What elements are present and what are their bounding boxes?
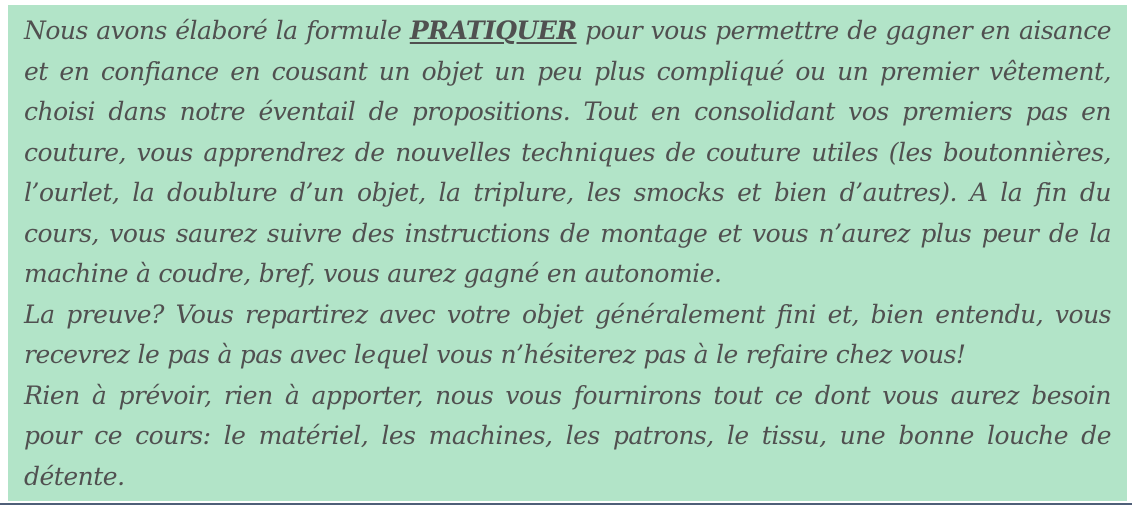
- intro-text-before: Nous avons élaboré la formule: [24, 16, 410, 45]
- bottom-divider: [0, 503, 1132, 505]
- paragraph-nothing-to-bring: Rien à prévoir, rien à apporter, nous vous fournirons tout ce dont vous aurez besoin pour ce cours: le matériel, les machines, les patrons, le tissu, une bonne louche de détente.: [24, 380, 1111, 491]
- formula-name: PRATIQUER: [409, 16, 577, 45]
- paragraph-proof: La preuve? Vous repartirez avec votre objet généralement fini et, bien entendu, vous recevrez le pas à pas avec lequel vous n’hésiterez pas à le refaire chez vous!: [24, 299, 1111, 369]
- intro-text-after: pour vous permettre de gagner en aisance et en confiance en cousant un objet un peu plus compliqué ou un premier vêtement, choisi dans notre éventail de propositions. Tout en consolidant vos premiers pas en couture, vous apprendrez de nouvelles techniques de couture utiles (les boutonnières, l’ourlet, la doublure d’un objet, la triplure, les smocks et bien d’autres). A la fin du cours, vous saurez suivre des instructions de montage et vous n’aurez plus peur de la machine à coudre, bref, vous aurez gagné en autonomie.: [24, 16, 1111, 288]
- text-box: [8, 5, 1127, 501]
- paragraph-intro: [24, 11, 1111, 295]
